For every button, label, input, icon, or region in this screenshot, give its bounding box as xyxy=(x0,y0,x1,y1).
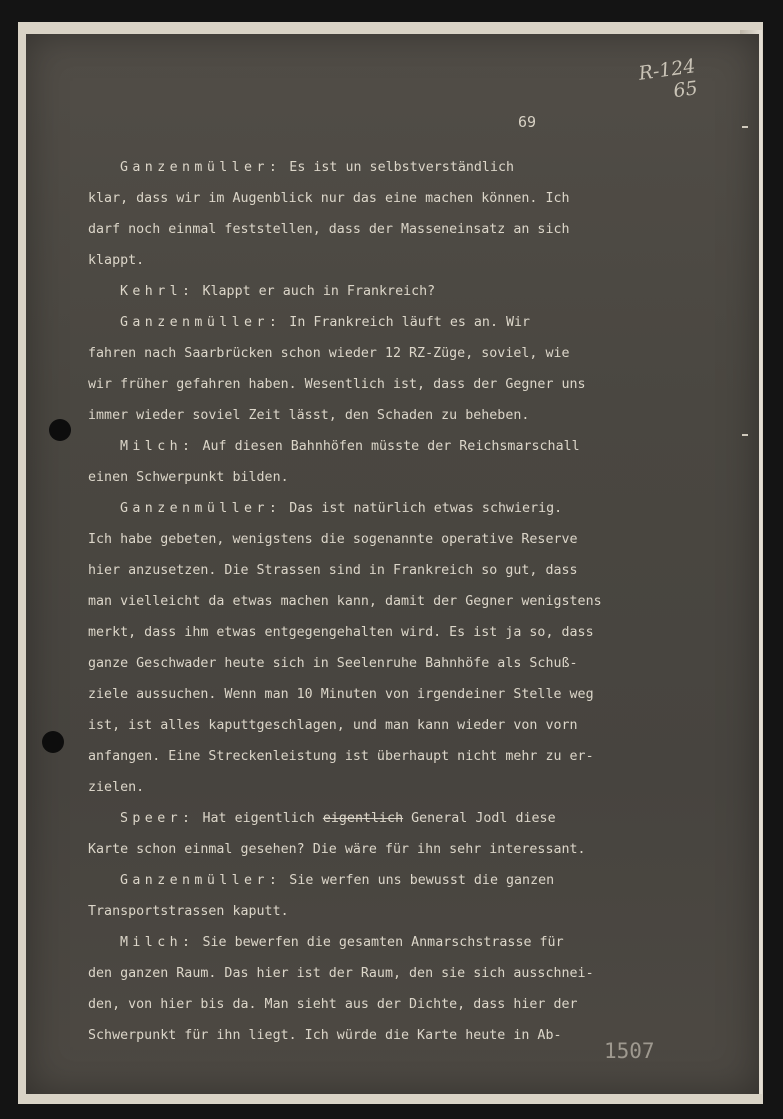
line-text: einen Schwerpunkt bilden. xyxy=(88,470,289,485)
struck-text: eigentlich xyxy=(322,811,404,826)
line-text: ziele aussuchen. Wenn man 10 Minuten von irgendeiner Stelle weg xyxy=(88,687,594,702)
text-line xyxy=(88,214,688,245)
speaker-name: Ganzenmüller: xyxy=(120,501,282,516)
line-text: ganze Geschwader heute sich in Seelenruhe Bahnhöfe als Schuß- xyxy=(88,656,578,671)
speaker-name: Milch: xyxy=(120,935,195,950)
text-line xyxy=(88,493,688,524)
line-text: zielen. xyxy=(88,780,145,795)
text-line xyxy=(88,152,688,183)
text-line xyxy=(88,524,688,555)
text-line xyxy=(88,865,688,896)
line-text: Schwerpunkt für ihn liegt. Ich würde die Karte heute in Ab- xyxy=(88,1028,562,1043)
line-text: Das ist natürlich etwas schwierig. xyxy=(281,501,563,516)
text-line xyxy=(88,307,688,338)
text-line xyxy=(88,462,688,493)
text-line xyxy=(88,710,688,741)
line-text: merkt, dass ihm etwas entgegengehalten wird. Es ist ja so, dass xyxy=(88,625,594,640)
line-text: anfangen. Eine Streckenleistung ist überhaupt nicht mehr zu er- xyxy=(88,749,594,764)
line-text: Ich habe gebeten, wenigstens die sogenannte operative Reserve xyxy=(88,532,578,547)
line-text: man vielleicht da etwas machen kann, damit der Gegner wenigstens xyxy=(88,594,602,609)
stamp-number: 1507 xyxy=(604,1039,655,1063)
line-text: General Jodl diese xyxy=(403,811,556,826)
line-text: den, von hier bis da. Man sieht aus der Dichte, dass hier der xyxy=(88,997,578,1012)
line-text: immer wieder soviel Zeit lässt, den Schaden zu beheben. xyxy=(88,408,530,423)
line-text: fahren nach Saarbrücken schon wieder 12 RZ-Züge, soviel, wie xyxy=(88,346,570,361)
speaker-name: Milch: xyxy=(120,439,195,454)
line-text: In Frankreich läuft es an. Wir xyxy=(281,315,531,330)
speaker-name: Speer: xyxy=(120,811,195,826)
line-text: Sie bewerfen die gesamten Anmarschstrasse für xyxy=(194,935,564,950)
text-line xyxy=(88,958,688,989)
text-line xyxy=(88,1020,688,1051)
text-line xyxy=(88,648,688,679)
text-line xyxy=(88,276,688,307)
text-line xyxy=(88,679,688,710)
speaker-name: Ganzenmüller: xyxy=(120,315,282,330)
speaker-name: Ganzenmüller: xyxy=(120,873,282,888)
speaker-name: Kehrl: xyxy=(120,284,195,299)
text-line xyxy=(88,896,688,927)
line-text: Sie werfen uns bewusst die ganzen xyxy=(281,873,555,888)
text-line xyxy=(88,803,688,834)
text-line xyxy=(88,369,688,400)
text-line xyxy=(88,338,688,369)
text-line xyxy=(88,183,688,214)
transcript-body xyxy=(88,152,688,1051)
line-text: ist, ist alles kaputtgeschlagen, und man kann wieder von vorn xyxy=(88,718,578,733)
line-text: wir früher gefahren haben. Wesentlich ist, dass der Gegner uns xyxy=(88,377,586,392)
punch-hole xyxy=(49,419,71,441)
text-line xyxy=(88,400,688,431)
speaker-name: Ganzenmüller: xyxy=(120,160,282,175)
line-text: klappt. xyxy=(88,253,145,268)
punch-hole xyxy=(42,731,64,753)
text-line xyxy=(88,555,688,586)
text-line xyxy=(88,989,688,1020)
line-text: Hat eigentlich xyxy=(194,811,323,826)
line-text: Karte schon einmal gesehen? Die wäre für ihn sehr interessant. xyxy=(88,842,586,857)
text-line xyxy=(88,245,688,276)
edge-mark xyxy=(742,434,748,436)
line-text: den ganzen Raum. Das hier ist der Raum, den sie sich ausschnei- xyxy=(88,966,594,981)
text-line xyxy=(88,617,688,648)
line-text: Transportstrassen kaputt. xyxy=(88,904,289,919)
line-text: klar, dass wir im Augenblick nur das eine machen können. Ich xyxy=(88,191,570,206)
text-line xyxy=(88,586,688,617)
text-line xyxy=(88,431,688,462)
edge-mark xyxy=(742,126,748,128)
line-text: darf noch einmal feststellen, dass der Masseneinsatz an sich xyxy=(88,222,570,237)
line-text: hier anzusetzen. Die Strassen sind in Frankreich so gut, dass xyxy=(88,563,578,578)
page-number: 69 xyxy=(518,113,537,131)
line-text: Auf diesen Bahnhöfen müsste der Reichsmarschall xyxy=(194,439,580,454)
text-line xyxy=(88,741,688,772)
handwritten-note-line: 65 xyxy=(672,77,700,103)
text-line xyxy=(88,927,688,958)
line-text: Klappt er auch in Frankreich? xyxy=(194,284,436,299)
text-line xyxy=(88,772,688,803)
text-line xyxy=(88,834,688,865)
handwritten-note-line: R-124 xyxy=(637,55,697,85)
line-text: Es ist un selbstverständlich xyxy=(281,160,515,175)
